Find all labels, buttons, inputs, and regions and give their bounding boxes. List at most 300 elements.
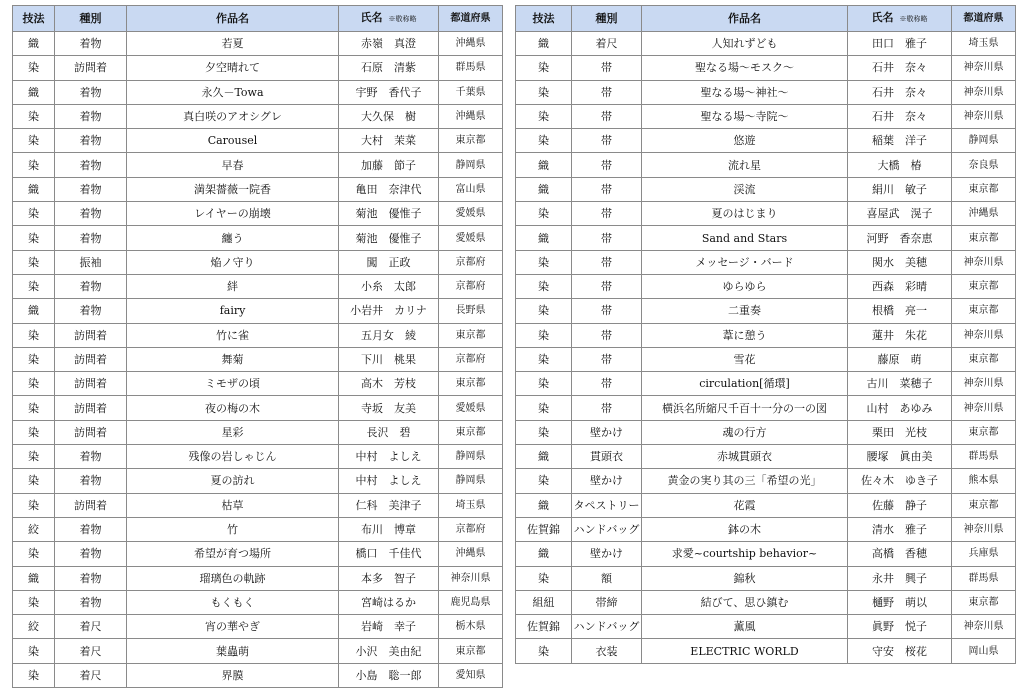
cell-category: 帯締 <box>572 590 642 614</box>
cell-title: ミモザの頃 <box>127 372 339 396</box>
cell-name: 布川 博章 <box>339 517 439 541</box>
cell-title: 夕空晴れて <box>127 56 339 80</box>
cell-category: 帯 <box>572 177 642 201</box>
table-row <box>516 566 1016 590</box>
cell-prefecture: 京都府 <box>439 250 503 274</box>
cell-title: 魂の行方 <box>642 420 848 444</box>
cell-category: ハンドバッグ <box>572 615 642 639</box>
cell-title: 瑠璃色の軌跡 <box>127 566 339 590</box>
cell-title: 纏う <box>127 226 339 250</box>
cell-name: 仁科 美津子 <box>339 493 439 517</box>
header-category: 種別 <box>55 6 127 32</box>
cell-category: 訪問着 <box>55 347 127 371</box>
cell-name: 五月女 綾 <box>339 323 439 347</box>
cell-title: 早春 <box>127 153 339 177</box>
table-row <box>13 129 503 153</box>
cell-name: 喜屋武 滉子 <box>848 202 952 226</box>
table-row <box>13 493 503 517</box>
cell-name: 岩崎 幸子 <box>339 615 439 639</box>
cell-category: 帯 <box>572 153 642 177</box>
header-category: 種別 <box>572 6 642 32</box>
cell-name: 稲葉 洋子 <box>848 129 952 153</box>
table-row <box>516 639 1016 663</box>
cell-technique: 染 <box>516 129 572 153</box>
cell-technique: 織 <box>516 226 572 250</box>
cell-name: 石井 奈々 <box>848 104 952 128</box>
table-row <box>516 493 1016 517</box>
cell-name: 根橋 亮一 <box>848 299 952 323</box>
cell-name: 蓮井 朱花 <box>848 323 952 347</box>
table-row <box>13 56 503 80</box>
cell-title: circulation[循環] <box>642 372 848 396</box>
cell-technique: 染 <box>13 250 55 274</box>
cell-technique: 染 <box>516 80 572 104</box>
cell-name: 菊池 優惟子 <box>339 202 439 226</box>
cell-name: 大久保 樹 <box>339 104 439 128</box>
cell-technique: 織 <box>13 32 55 56</box>
cell-name: 西森 彩晴 <box>848 274 952 298</box>
cell-prefecture: 東京都 <box>952 590 1016 614</box>
table-row <box>516 80 1016 104</box>
table-row <box>13 202 503 226</box>
cell-title: 満架薔薇一院香 <box>127 177 339 201</box>
table-row <box>13 639 503 663</box>
cell-category: 着物 <box>55 590 127 614</box>
cell-prefecture: 沖縄県 <box>439 542 503 566</box>
cell-name: 亀田 奈津代 <box>339 177 439 201</box>
cell-technique: 染 <box>13 493 55 517</box>
cell-category: 着物 <box>55 177 127 201</box>
cell-technique: 組紐 <box>516 590 572 614</box>
cell-title: 二重奏 <box>642 299 848 323</box>
cell-prefecture: 東京都 <box>952 299 1016 323</box>
cell-technique: 織 <box>516 177 572 201</box>
cell-category: 着物 <box>55 226 127 250</box>
table-row <box>516 177 1016 201</box>
cell-title: 結びて、思ひ鎮む <box>642 590 848 614</box>
cell-prefecture: 東京都 <box>439 639 503 663</box>
cell-technique: 織 <box>516 493 572 517</box>
table-body-left <box>13 32 503 688</box>
table-row <box>13 566 503 590</box>
cell-title: もくもく <box>127 590 339 614</box>
cell-name: 寺坂 友美 <box>339 396 439 420</box>
table-row <box>516 445 1016 469</box>
cell-prefecture: 沖縄県 <box>439 32 503 56</box>
cell-technique: 織 <box>516 542 572 566</box>
cell-title: 希望が育つ場所 <box>127 542 339 566</box>
table-row <box>13 153 503 177</box>
cell-name: 大村 茉菜 <box>339 129 439 153</box>
cell-name: 樋野 萌以 <box>848 590 952 614</box>
cell-prefecture: 東京都 <box>439 372 503 396</box>
cell-prefecture: 神奈川県 <box>952 517 1016 541</box>
cell-category: 訪問着 <box>55 493 127 517</box>
cell-category: 帯 <box>572 104 642 128</box>
table-row <box>13 250 503 274</box>
cell-technique: 染 <box>13 590 55 614</box>
cell-category: 着物 <box>55 80 127 104</box>
cell-prefecture: 東京都 <box>952 274 1016 298</box>
cell-prefecture: 兵庫県 <box>952 542 1016 566</box>
cell-category: 貫頭衣 <box>572 445 642 469</box>
cell-technique: 染 <box>516 299 572 323</box>
cell-category: 帯 <box>572 299 642 323</box>
header-prefecture: 都道府県 <box>952 6 1016 32</box>
cell-title: 残像の岩しゃじん <box>127 445 339 469</box>
table-body-right <box>516 32 1016 664</box>
table-row <box>13 274 503 298</box>
cell-category: 着物 <box>55 104 127 128</box>
cell-technique: 染 <box>13 347 55 371</box>
table-row <box>13 517 503 541</box>
table-row <box>13 177 503 201</box>
table-row <box>516 590 1016 614</box>
cell-title: 若夏 <box>127 32 339 56</box>
cell-name: 宇野 香代子 <box>339 80 439 104</box>
cell-prefecture: 沖縄県 <box>952 202 1016 226</box>
cell-prefecture: 千葉県 <box>439 80 503 104</box>
cell-category: 着物 <box>55 299 127 323</box>
cell-title: レイヤーの崩壊 <box>127 202 339 226</box>
cell-technique: 染 <box>516 396 572 420</box>
cell-category: 額 <box>572 566 642 590</box>
cell-category: 壁かけ <box>572 469 642 493</box>
cell-prefecture: 静岡県 <box>439 469 503 493</box>
header-prefecture: 都道府県 <box>439 6 503 32</box>
cell-name: 下川 桃果 <box>339 347 439 371</box>
cell-technique: 染 <box>13 420 55 444</box>
cell-category: 訪問着 <box>55 420 127 444</box>
table-row <box>516 299 1016 323</box>
cell-prefecture: 群馬県 <box>952 445 1016 469</box>
cell-prefecture: 奈良県 <box>952 153 1016 177</box>
cell-category: 着尺 <box>55 639 127 663</box>
cell-title: 横浜名所縮尺千百十一分の一の図 <box>642 396 848 420</box>
cell-title: 舞菊 <box>127 347 339 371</box>
cell-prefecture: 愛媛県 <box>439 226 503 250</box>
cell-category: 帯 <box>572 372 642 396</box>
cell-prefecture: 埼玉県 <box>952 32 1016 56</box>
cell-category: 着物 <box>55 32 127 56</box>
table-row <box>516 347 1016 371</box>
cell-prefecture: 栃木県 <box>439 615 503 639</box>
table-header-right <box>516 6 1016 32</box>
cell-prefecture: 鹿児島県 <box>439 590 503 614</box>
table-row <box>13 615 503 639</box>
cell-title: 錦秋 <box>642 566 848 590</box>
cell-category: 壁かけ <box>572 542 642 566</box>
cell-category: 着物 <box>55 153 127 177</box>
cell-name: 小糸 太郎 <box>339 274 439 298</box>
cell-technique: 染 <box>516 347 572 371</box>
cell-title: ELECTRIC WORLD <box>642 639 848 663</box>
entries-table-left <box>12 5 503 688</box>
cell-category: 着物 <box>55 542 127 566</box>
cell-category: 帯 <box>572 226 642 250</box>
cell-technique: 織 <box>13 177 55 201</box>
table-row <box>516 420 1016 444</box>
cell-title: 悠遊 <box>642 129 848 153</box>
cell-prefecture: 神奈川県 <box>952 615 1016 639</box>
header-name-label: 氏名 <box>871 11 894 24</box>
cell-technique: 染 <box>516 104 572 128</box>
table-row <box>516 153 1016 177</box>
cell-name: 本多 智子 <box>339 566 439 590</box>
cell-technique: 染 <box>13 639 55 663</box>
cell-category: 帯 <box>572 396 642 420</box>
cell-name: 古川 菜穂子 <box>848 372 952 396</box>
cell-name: 闖 正政 <box>339 250 439 274</box>
cell-name: 橋口 千佳代 <box>339 542 439 566</box>
cell-technique: 染 <box>13 372 55 396</box>
cell-name: 小島 聡一郎 <box>339 663 439 687</box>
table-row <box>13 590 503 614</box>
cell-prefecture: 群馬県 <box>439 56 503 80</box>
entries-table-right <box>515 5 1016 664</box>
cell-prefecture: 東京都 <box>952 226 1016 250</box>
cell-title: 夜の梅の木 <box>127 396 339 420</box>
cell-name: 高木 芳枝 <box>339 372 439 396</box>
cell-name: 田口 雅子 <box>848 32 952 56</box>
table-row <box>13 542 503 566</box>
cell-technique: 絞 <box>13 517 55 541</box>
cell-prefecture: 長野県 <box>439 299 503 323</box>
cell-name: 佐藤 静子 <box>848 493 952 517</box>
cell-title: 夏の訪れ <box>127 469 339 493</box>
table-row <box>516 56 1016 80</box>
cell-category: 帯 <box>572 129 642 153</box>
cell-category: 帯 <box>572 56 642 80</box>
cell-category: 訪問着 <box>55 372 127 396</box>
cell-title: 薫風 <box>642 615 848 639</box>
header-name-note: ※敬称略 <box>899 15 928 23</box>
cell-name: 赤嶺 真澄 <box>339 32 439 56</box>
cell-prefecture: 神奈川県 <box>952 104 1016 128</box>
cell-category: 着尺 <box>55 615 127 639</box>
cell-category: 着物 <box>55 129 127 153</box>
cell-technique: 織 <box>516 32 572 56</box>
cell-prefecture: 京都府 <box>439 347 503 371</box>
cell-category: 帯 <box>572 250 642 274</box>
cell-name: 加藤 節子 <box>339 153 439 177</box>
cell-name: 菊池 優惟子 <box>339 226 439 250</box>
cell-technique: 染 <box>516 56 572 80</box>
cell-name: 関水 美穂 <box>848 250 952 274</box>
cell-technique: 染 <box>13 663 55 687</box>
header-title: 作品名 <box>642 6 848 32</box>
cell-name: 守安 桜花 <box>848 639 952 663</box>
table-row <box>516 226 1016 250</box>
cell-title: fairy <box>127 299 339 323</box>
cell-title: 星彩 <box>127 420 339 444</box>
cell-category: タペストリー <box>572 493 642 517</box>
table-row <box>13 469 503 493</box>
cell-title: 真白咲のアオシグレ <box>127 104 339 128</box>
table-row <box>13 32 503 56</box>
table-row <box>516 615 1016 639</box>
cell-title: 葉蟲萌 <box>127 639 339 663</box>
cell-prefecture: 愛媛県 <box>439 396 503 420</box>
cell-prefecture: 神奈川県 <box>952 372 1016 396</box>
cell-technique: 染 <box>516 639 572 663</box>
cell-prefecture: 静岡県 <box>952 129 1016 153</box>
table-row <box>13 226 503 250</box>
header-name-note: ※敬称略 <box>388 15 417 23</box>
cell-name: 長沢 碧 <box>339 420 439 444</box>
cell-name: 佐々木 ゆき子 <box>848 469 952 493</box>
cell-title: 花霞 <box>642 493 848 517</box>
cell-title: ゆらゆら <box>642 274 848 298</box>
cell-category: 着物 <box>55 274 127 298</box>
cell-technique: 染 <box>13 542 55 566</box>
table-row <box>516 372 1016 396</box>
table-row <box>516 469 1016 493</box>
table-row <box>13 663 503 687</box>
cell-name: 高橋 香穂 <box>848 542 952 566</box>
cell-technique: 染 <box>13 202 55 226</box>
cell-prefecture: 東京都 <box>952 347 1016 371</box>
cell-technique: 染 <box>13 56 55 80</box>
cell-prefecture: 東京都 <box>439 323 503 347</box>
cell-title: 聖なる場～モスク～ <box>642 56 848 80</box>
header-name-label: 氏名 <box>360 11 383 24</box>
cell-technique: 織 <box>516 153 572 177</box>
cell-category: 訪問着 <box>55 323 127 347</box>
cell-technique: 染 <box>516 372 572 396</box>
cell-name: 絹川 敏子 <box>848 177 952 201</box>
cell-name: 大橋 椿 <box>848 153 952 177</box>
cell-prefecture: 愛知県 <box>439 663 503 687</box>
table-row <box>13 420 503 444</box>
cell-category: 着尺 <box>572 32 642 56</box>
cell-title: 竹 <box>127 517 339 541</box>
cell-prefecture: 神奈川県 <box>952 56 1016 80</box>
cell-category: 着物 <box>55 202 127 226</box>
cell-prefecture: 神奈川県 <box>952 250 1016 274</box>
cell-title: 赤城貫頭衣 <box>642 445 848 469</box>
cell-title: 流れ星 <box>642 153 848 177</box>
cell-category: 着物 <box>55 445 127 469</box>
header-name <box>848 6 952 32</box>
cell-name: 小岩井 カリナ <box>339 299 439 323</box>
table-row <box>516 396 1016 420</box>
cell-title: 人知れずども <box>642 32 848 56</box>
cell-title: Carousel <box>127 129 339 153</box>
cell-title: 竹に雀 <box>127 323 339 347</box>
cell-technique: 染 <box>13 129 55 153</box>
cell-prefecture: 京都府 <box>439 517 503 541</box>
cell-title: 渓流 <box>642 177 848 201</box>
cell-technique: 染 <box>516 202 572 226</box>
cell-technique: 染 <box>13 226 55 250</box>
table-row <box>13 299 503 323</box>
cell-prefecture: 群馬県 <box>952 566 1016 590</box>
cell-name: 石井 奈々 <box>848 56 952 80</box>
table-row <box>516 274 1016 298</box>
cell-prefecture: 埼玉県 <box>439 493 503 517</box>
table-row <box>516 542 1016 566</box>
cell-name: 宮崎はるか <box>339 590 439 614</box>
cell-name: 山村 あゆみ <box>848 396 952 420</box>
cell-technique: 染 <box>516 566 572 590</box>
cell-name: 中村 よしえ <box>339 445 439 469</box>
cell-technique: 織 <box>516 445 572 469</box>
cell-prefecture: 神奈川県 <box>439 566 503 590</box>
cell-category: 衣装 <box>572 639 642 663</box>
cell-technique: 染 <box>516 250 572 274</box>
cell-title: メッセージ・バード <box>642 250 848 274</box>
cell-category: 帯 <box>572 80 642 104</box>
cell-prefecture: 熊本県 <box>952 469 1016 493</box>
table-header-left <box>13 6 503 32</box>
table-row <box>516 129 1016 153</box>
cell-technique: 染 <box>516 469 572 493</box>
cell-technique: 染 <box>516 420 572 444</box>
cell-name: 藤原 萌 <box>848 347 952 371</box>
cell-technique: 織 <box>13 299 55 323</box>
cell-technique: 染 <box>13 153 55 177</box>
header-technique: 技法 <box>516 6 572 32</box>
cell-name: 石原 清紫 <box>339 56 439 80</box>
cell-title: 聖なる場～神社～ <box>642 80 848 104</box>
cell-category: 訪問着 <box>55 56 127 80</box>
cell-prefecture: 富山県 <box>439 177 503 201</box>
cell-prefecture: 静岡県 <box>439 153 503 177</box>
cell-technique: 染 <box>13 323 55 347</box>
cell-technique: 佐賀錦 <box>516 517 572 541</box>
cell-title: 枯草 <box>127 493 339 517</box>
cell-title: Sand and Stars <box>642 226 848 250</box>
cell-category: 振袖 <box>55 250 127 274</box>
cell-prefecture: 東京都 <box>952 493 1016 517</box>
cell-prefecture: 東京都 <box>439 129 503 153</box>
cell-technique: 染 <box>13 469 55 493</box>
cell-technique: 染 <box>13 104 55 128</box>
cell-technique: 染 <box>516 323 572 347</box>
header-name <box>339 6 439 32</box>
cell-prefecture: 東京都 <box>952 420 1016 444</box>
cell-title: 絆 <box>127 274 339 298</box>
cell-title: 鉢の木 <box>642 517 848 541</box>
table-row <box>516 250 1016 274</box>
cell-prefecture: 東京都 <box>439 420 503 444</box>
cell-technique: 染 <box>13 274 55 298</box>
cell-title: 雪花 <box>642 347 848 371</box>
cell-title: 焔ノ守り <box>127 250 339 274</box>
cell-category: 帯 <box>572 323 642 347</box>
table-row <box>13 347 503 371</box>
cell-title: 永久－Towa <box>127 80 339 104</box>
cell-name: 河野 香奈恵 <box>848 226 952 250</box>
cell-title: 夏のはじまり <box>642 202 848 226</box>
cell-name: 清水 雅子 <box>848 517 952 541</box>
table-row <box>13 372 503 396</box>
cell-name: 小沢 美由紀 <box>339 639 439 663</box>
cell-category: 着物 <box>55 566 127 590</box>
table-row <box>13 104 503 128</box>
cell-category: 帯 <box>572 202 642 226</box>
cell-title: 聖なる場～寺院～ <box>642 104 848 128</box>
cell-technique: 織 <box>13 80 55 104</box>
cell-category: ハンドバッグ <box>572 517 642 541</box>
table-row <box>516 517 1016 541</box>
table-row <box>516 32 1016 56</box>
cell-prefecture: 愛媛県 <box>439 202 503 226</box>
cell-prefecture: 岡山県 <box>952 639 1016 663</box>
cell-prefecture: 神奈川県 <box>952 396 1016 420</box>
cell-category: 着尺 <box>55 663 127 687</box>
